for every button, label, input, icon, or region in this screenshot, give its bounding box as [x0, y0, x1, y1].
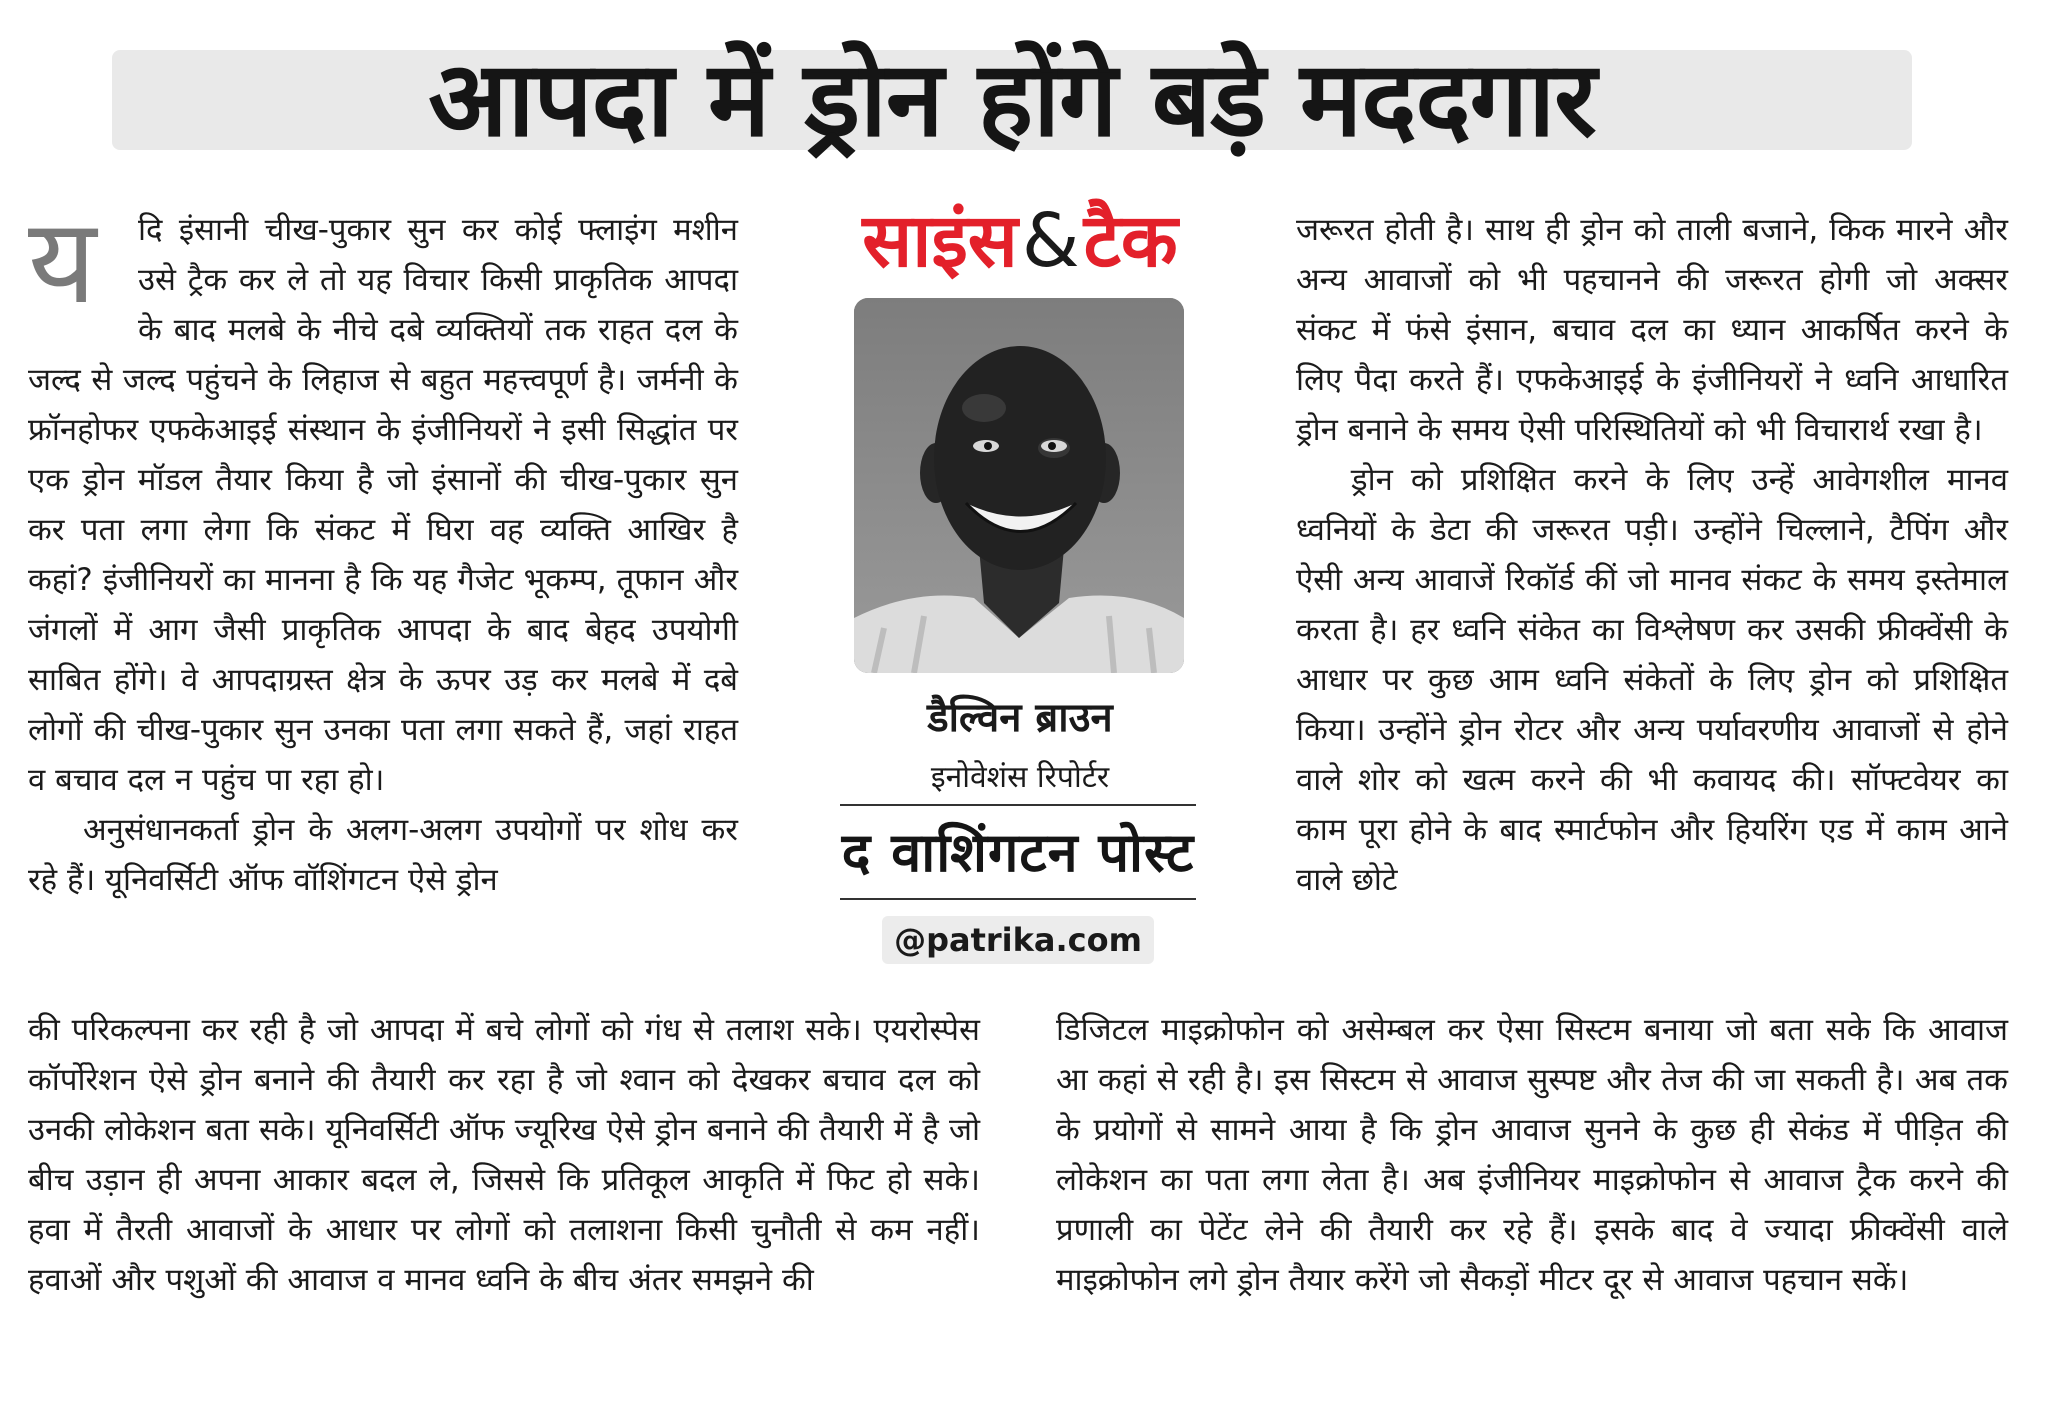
section-label	[830, 196, 1210, 286]
section-label-tech: टैक	[1083, 198, 1178, 284]
source-logo: द वाशिंगटन पोस्ट	[841, 820, 1195, 884]
paragraph-4-start: ड्रोन को प्रशिक्षित करने के लिए उन्हें आवेगशील मानव ध्वनियों के डेटा की जरूरत पड़ी। उन्होंने चिल्लाने, टैपिंग और ऐसी अन्य आवाजें रिकॉर्ड कीं जो मानव संकट के समय इस्तेमाल करता है। हर ध्वनि संकेत का विश्लेषण कर उसकी फ्रीक्वेंसी के आधार पर कुछ आम ध्वनि संकेतों के लिए ड्रोन को प्रशिक्षित किया। उन्होंने ड्रोन रोटर और अन्य पर्यावरणीय आवाजों से होने वाले शोर को खत्म करने की भी कवायद की। सॉफ्टवेयर का काम पूरा होने के बाद स्मार्टफोन और हियरिंग एड में काम आने वाले छोटे	[1296, 462, 2008, 898]
author-name: डैल्विन ब्राउन	[927, 695, 1113, 741]
divider-top	[840, 804, 1196, 806]
paragraph-1-text: दि इंसानी चीख-पुकार सुन कर कोई फ्लाइंग मशीन उसे ट्रैक कर ले तो यह विचार किसी प्राकृतिक आपदा के बाद मलबे के नीचे दबे व्यक्तियों तक राहत दल के जल्द से जल्द पहुंचने के लिहाज से बहुत महत्त्वपूर्ण है। जर्मनी के फ्रॉनहोफर एफकेआइई संस्थान के इंजीनियरों ने इसी सिद्धांत पर एक ड्रोन मॉडल तैयार किया है जो इंसानों की चीख-पुकार सुन कर पता लगा लेगा कि संकट में घिरा वह व्यक्ति आखिर है कहां? इंजीनियरों का मानना है कि यह गैजेट भूकम्प, तूफान और जंगलों में आग जैसी प्राकृतिक आपदा के बाद बेहद उपयोगी साबित होंगे। वे आपदाग्रस्त क्षेत्र के ऊपर उड़ कर मलबे में दबे लोगों की चीख-पुकार सुन उनका पता लगा सकते हैं, जहां राहत व बचाव दल न पहुंच पा रहा हो।	[28, 212, 738, 798]
article-block-left-lower	[28, 1005, 980, 1305]
author-portrait-image	[854, 298, 1184, 673]
paragraph-2-continued: की परिकल्पना कर रही है जो आपदा में बचे लोगों को गंध से तलाश सके। एयरोस्पेस कॉर्पोरेशन ऐसे ड्रोन बनाने की तैयारी कर रहा है जो श्वान को देखकर बचाव दल को उनकी लोकेशन बता सके। यूनिवर्सिटी ऑफ ज्यूरिख ऐसे ड्रोन बनाने की तैयारी में है जो बीच उड़ान ही अपना आकार बदल ले, जिससे कि प्रतिकूल आकृति में फिट हो सके। हवा में तैरती आवाजों के आधार पर लोगों को तलाशना किसी चुनौती से कम नहीं। हवाओं और पशुओं की आवाज व मानव ध्वनि के बीच अंतर समझने की	[28, 1012, 980, 1298]
section-label-ampersand: &	[1021, 198, 1080, 284]
author-role: इनोवेशंस रिपोर्टर	[930, 760, 1110, 795]
article-column-right	[1296, 205, 2008, 905]
paragraph-3: जरूरत होती है। साथ ही ड्रोन को ताली बजाने, किक मारने और अन्य आवाजों को भी पहचानने की जरूरत होगी जो अक्सर संकट में फंसे इंसान, बचाव दल का ध्यान आकर्षित करने के लिए पैदा करते हैं। एफकेआइई के इंजीनियरों ने ध्वनि आधारित ड्रोन बनाने के समय ऐसी परिस्थितियों को भी विचारार्थ रखा है।	[1296, 212, 2008, 448]
divider-bottom	[840, 898, 1196, 900]
paragraph-1	[28, 192, 738, 805]
headline: आपदा में ड्रोन होंगे बड़े मददगार	[428, 38, 1596, 160]
article-block-right-lower	[1056, 1005, 2008, 1305]
paragraph-2-start: अनुसंधानकर्ता ड्रोन के अलग-अलग उपयोगों पर शोध कर रहे हैं। यूनिवर्सिटी ऑफ वॉशिंगटन ऐसे ड्रोन	[28, 812, 738, 898]
author-photo	[854, 298, 1184, 673]
website-link[interactable]: @patrika.com	[882, 916, 1154, 964]
section-label-science: साइंस	[862, 198, 1018, 284]
paragraph-4-continued: डिजिटल माइक्रोफोन को असेम्बल कर ऐसा सिस्टम बनाया जो बता सके कि आवाज आ कहां से रही है। इस सिस्टम से आवाज सुस्पष्ट और तेज की जा सकती है। अब तक के प्रयोगों से सामने आया है कि ड्रोन आवाज सुनने के कुछ ही सेकंड में पीड़ित की लोकेशन का पता लगा लेता है। अब इंजीनियर माइक्रोफोन से आवाज ट्रैक करने की प्रणाली का पेटेंट लेने की तैयारी कर रहे हैं। इसके बाद वे ज्यादा फ्रीक्वेंसी वाले माइक्रोफोन लगे ड्रोन तैयार करेंगे जो सैकड़ों मीटर दूर से आवाज पहचान सकें।	[1056, 1012, 2008, 1298]
drop-cap: य	[28, 192, 97, 330]
article-column-left	[28, 192, 738, 905]
